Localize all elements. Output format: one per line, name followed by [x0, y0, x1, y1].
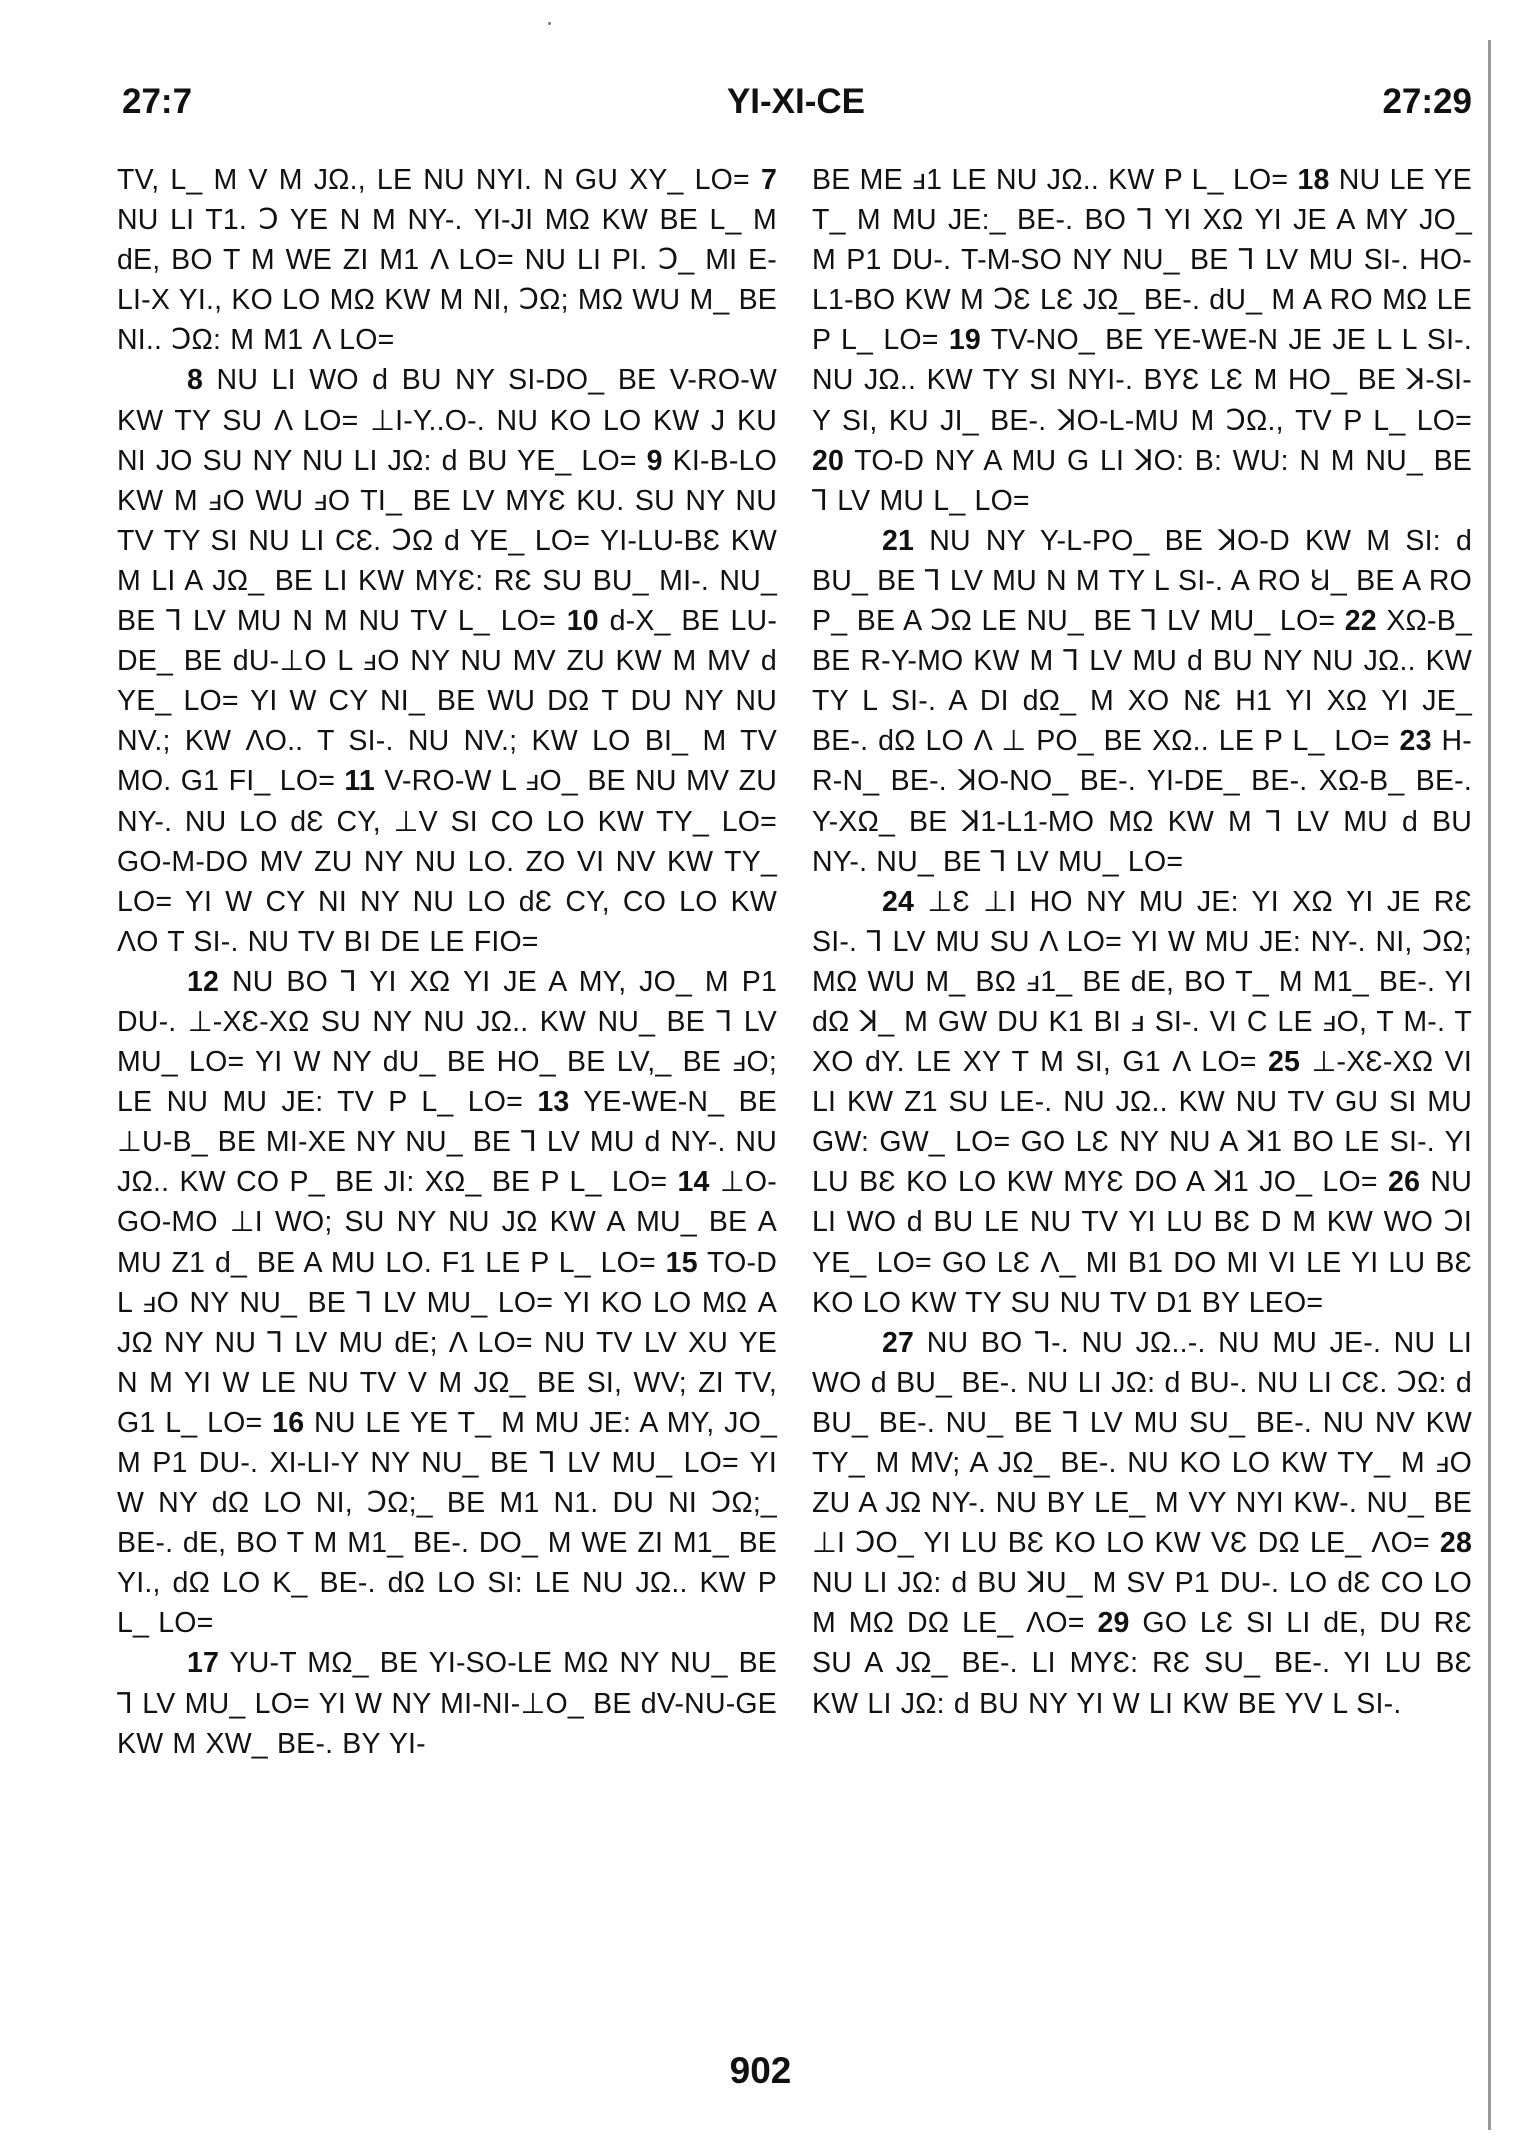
- paragraph: BE ME ⅎ1 LE NU JΩ.. KW P L_ LO= 18 NU LE YE T_ M MU JE:_ BE-. BO ⅂ YI XΩ YI JE A MY JO_ M P1 DU-. T-M-SO NY NU_ BE ⅂ LV MU SI-. HO-L1-BO KW M ↃƐ LƐ JΩ_ BE-. dU_ M A RO MΩ LE P L_ LO= 19 TV-NO_ BE YE-WE-N JE JE L L SI-. NU JΩ.. KW TY SI NYI-. BYƐ LƐ M HO_ BE ꓘ-SI-Y SI, KU JI_ BE-. ꓘO-L-MU M ↃΩ., TV P L_ LO= 20 TO-D NY A MU G LI ꓘO: B: WU: N M NU_ BE ⅂ LV MU L_ LO=: [812, 164, 1472, 517]
- verse-number: 15: [665, 1246, 698, 1279]
- left-text-column: [117, 160, 777, 1764]
- verse-number: 14: [677, 1166, 710, 1199]
- verse-number: 12: [187, 965, 220, 998]
- paragraph: 8 NU LI WO d BU NY SI-DO_ BE V-RO-W KW TY SU Λ LO= ⊥I-Y..O-. NU KO LO KW J KU NI JO SU NY NU LI JΩ: d BU YE_ LO= 9 KI-B-LO KW M ⅎO WU ⅎO TI_ BE LV MYƐ KU. SU NY NU TV TY SI NU LI CƐ. ↃΩ d YE_ LO= YI-LU-BƐ KW M LI A JΩ_ BE LI KW MYƐ: RƐ SU BU_ MI-. NU_ BE ⅂ LV MU N M NU TV L_ LO= 10 d-X_ BE LU-DE_ BE dU-⊥O L ⅎO NY NU MV ZU KW M MV d YE_ LO= YI W CY NI_ BE WU DΩ T DU NY NU NV.; KW ΛO.. T SI-. NU NV.; KW LO BI_ M TV MO. G1 FI_ LO= 11 V-RO-W L ⅎO_ BE NU MV ZU NY-. NU LO dƐ CY, ⊥V SI CO LO KW TY_ LO= GO-M-DO MV ZU NY NU LO. ZO VI NV KW TY_ LO= YI W CY NI NY NU LO dƐ CY, CO LO KW ΛO T SI-. NU TV BI DE LE FIO=: [117, 364, 778, 958]
- header-book-title: YI-XI-CE: [726, 82, 866, 121]
- verse-number: 28: [1439, 1527, 1472, 1560]
- paragraph: TV, L_ M V M JΩ., LE NU NYI. N GU XY_ LO= 7 NU LI T1. Ↄ YE N M NY-. YI-JI MΩ KW BE L_ M dE, BO T M WE ZI M1 Λ LO= NU LI PI. Ↄ_ MI E-LI-X YI., KO LO MΩ KW M NI, ↃΩ; MΩ WU M_ BE NI.. ↃΩ: M M1 Λ LO=: [117, 164, 777, 357]
- page-number: 902: [729, 2050, 792, 2091]
- verse-number: 10: [566, 605, 599, 638]
- verse-number: 16: [272, 1406, 305, 1439]
- paragraph: 17 YU-T MΩ_ BE YI-SO-LE MΩ NY NU_ BE ⅂ LV MU_ LO= YI W NY MI-NI-⊥O_ BE dV-NU-GE KW M XW_ BE-. BY YI-: [117, 1647, 777, 1760]
- verse-number: 22: [1344, 605, 1377, 638]
- verse-number: 18: [1297, 164, 1330, 196]
- verse-number: 26: [1388, 1166, 1421, 1199]
- verse-number: 8: [187, 364, 204, 397]
- page-edge-rule: [1488, 40, 1491, 2130]
- verse-number: 21: [882, 524, 915, 557]
- verse-number: 17: [187, 1647, 220, 1680]
- verse-number: 20: [812, 444, 845, 477]
- scan-speck: [548, 22, 551, 25]
- verse-number: 13: [537, 1086, 570, 1119]
- verse-number: 9: [646, 444, 663, 477]
- verse-number: 7: [760, 164, 777, 196]
- verse-number: 29: [1097, 1607, 1130, 1640]
- paragraph: 24 ⊥Ɛ ⊥I HO NY MU JE: YI XΩ YI JE RƐ SI-. ⅂ LV MU SU Λ LO= YI W MU JE: NY-. NI, ↃΩ; MΩ WU M_ BΩ ⅎ1_ BE dE, BO T_ M M1_ BE-. YI dΩ ꓘ_ M GW DU K1 BI ⅎ SI-. VI C LE ⅎO, T M-. T XO dY. LE XY T M SI, G1 Λ LO= 25 ⊥-XƐ-XΩ VI LI KW Z1 SU LE-. NU JΩ.. KW NU TV GU SI MU GW: GW_ LO= GO LƐ NY NU A ꓘ1 BO LE SI-. YI LU BƐ KO LO KW MYƐ DO A ꓘ1 JO_ LO= 26 NU LI WO d BU LE NU TV YI LU BƐ D M KW WO ↃI YE_ LO= GO LƐ Λ_ MI B1 DO MI VI LE YI LU BƐ KO LO KW TY SU NU TV D1 BY LEO=: [812, 885, 1472, 1319]
- header-left-reference: 27:7: [122, 82, 193, 121]
- paragraph: 27 NU BO ⅂-. NU JΩ..-. NU MU JE-. NU LI WO d BU_ BE-. NU LI JΩ: d BU-. NU LI CƐ. ↃΩ: d BU_ BE-. NU_ BE ⅂ LV MU SU_ BE-. NU NV KW TY_ M MV; A JΩ_ BE-. NU KO LO KW TY_ M ⅎO ZU A JΩ NY-. NU BY LE_ M VY NYI KW-. NU_ BE ⊥I ↃO_ YI LU BƐ KO LO KW VƐ DΩ LE_ ΛO= 28 NU LI JΩ: d BU ꓘU_ M SV P1 DU-. LO dƐ CO LO M MΩ DΩ LE_ ΛO= 29 GO LƐ SI LI dE, DU RƐ SU A JΩ_ BE-. LI MYƐ: RƐ SU_ BE-. YI LU BƐ KW LI JΩ: d BU NY YI W LI KW BE YV L SI-.: [812, 1326, 1472, 1720]
- verse-number: 23: [1399, 725, 1432, 758]
- verse-number: 19: [948, 324, 981, 357]
- running-header: [120, 82, 1472, 132]
- paragraph: 12 NU BO ⅂ YI XΩ YI JE A MY, JO_ M P1 DU-. ⊥-XƐ-XΩ SU NY NU JΩ.. KW NU_ BE ⅂ LV MU_ LO= YI W NY dU_ BE HO_ BE LV,_ BE ⅎO; LE NU MU JE: TV P L_ LO= 13 YE-WE-N_ BE ⊥U-B_ BE MI-XE NY NU_ BE ⅂ LV MU d NY-. NU JΩ.. KW CO P_ BE JI: XΩ_ BE P L_ LO= 14 ⊥O-GO-MO ⊥I WO; SU NY NU JΩ KW A MU_ BE A MU Z1 d_ BE A MU LO. F1 LE P L_ LO= 15 TO-D L ⅎO NY NU_ BE ⅂ LV MU_ LO= YI KO LO MΩ A JΩ NY NU ⅂ LV MU dE; Λ LO= NU TV LV XU YE N M YI W LE NU TV V M JΩ_ BE SI, WV; ZI TV, G1 L_ LO= 16 NU LE YE T_ M MU JE: A MY, JO_ M P1 DU-. XI-LI-Y NY NU_ BE ⅂ LV MU_ LO= YI W NY dΩ LO NI, ↃΩ;_ BE M1 N1. DU NI ↃΩ;_ BE-. dE, BO T M M1_ BE-. DO_ M WE ZI M1_ BE YI., dΩ LO K_ BE-. dΩ LO SI: LE NU JΩ.. KW P L_ LO=: [117, 965, 777, 1640]
- paragraph: 21 NU NY Y-L-PO_ BE ꓘO-D KW M SI: d BU_ BE ⅂ LV MU N M TY L SI-. A RO Ꞟ_ BE A RO P_ BE A ↃΩ LE NU_ BE ⅂ LV MU_ LO= 22 XΩ-B_ BE R-Y-MO KW M ⅂ LV MU d BU NY NU JΩ.. KW TY L SI-. A DI dΩ_ M XO NƐ H1 YI XΩ YI JE_ BE-. dΩ LO Λ ⊥ PO_ BE XΩ.. LE P L_ LO= 23 H-R-N_ BE-. ꓘO-NO_ BE-. YI-DE_ BE-. XΩ-B_ BE-. Y-XΩ_ BE ꓘ1-L1-MO MΩ KW M ⅂ LV MU d BU NY-. NU_ BE ⅂ LV MU_ LO=: [812, 524, 1472, 878]
- right-text-column: [812, 160, 1472, 1724]
- header-right-reference: 27:29: [1382, 82, 1472, 121]
- verse-number: 24: [882, 885, 915, 918]
- verse-number: 27: [882, 1326, 915, 1359]
- verse-number: 11: [344, 765, 375, 798]
- verse-number: 25: [1267, 1046, 1301, 1079]
